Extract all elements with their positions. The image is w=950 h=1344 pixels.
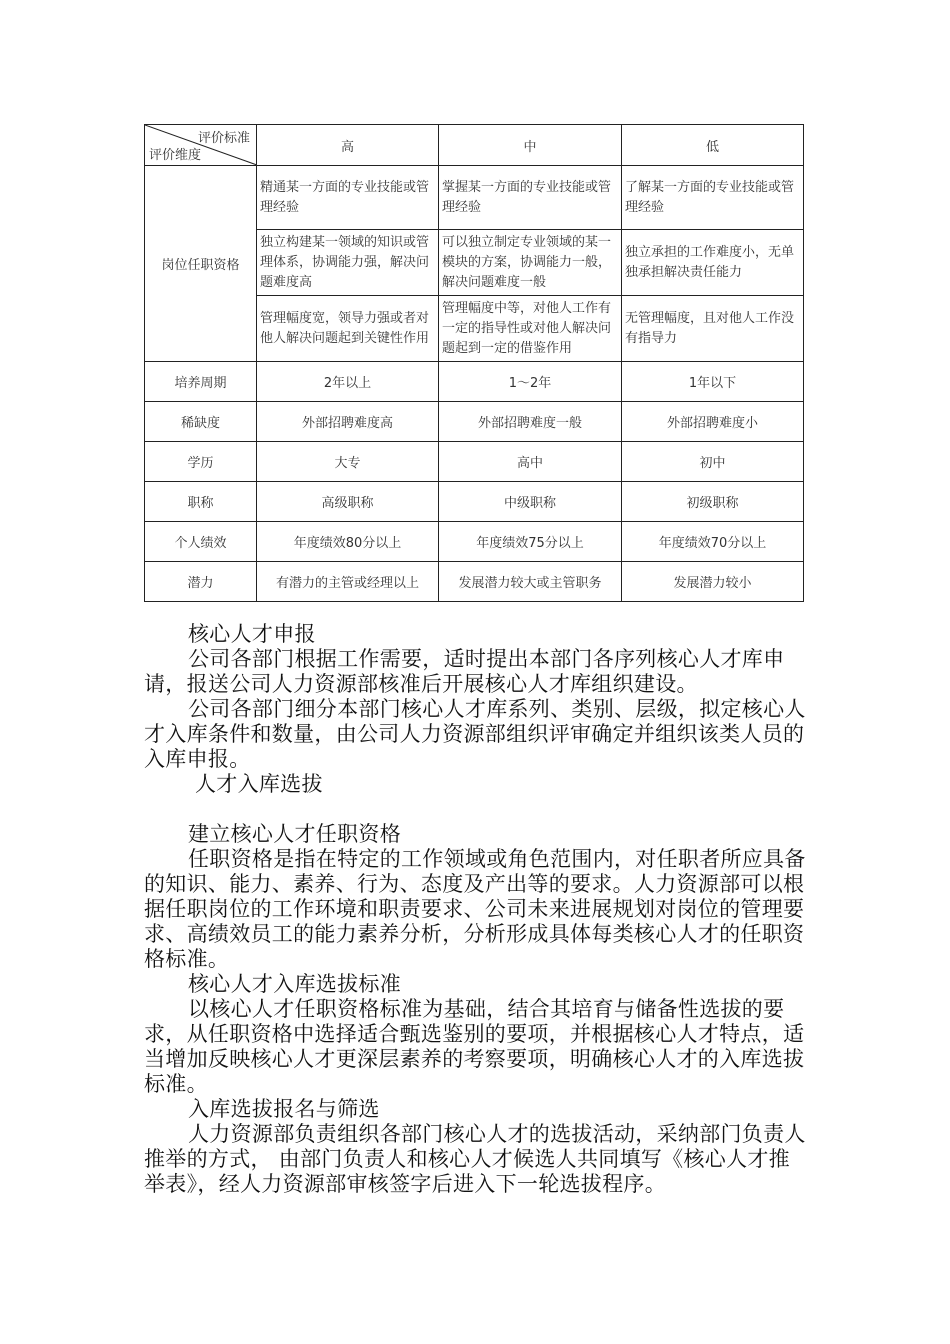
table-cell: 1年以下 — [622, 362, 804, 402]
table-cell: 外部招聘难度小 — [622, 402, 804, 442]
table-cell: 发展潜力较小 — [622, 562, 804, 602]
row-label-qualification: 岗位任职资格 — [145, 166, 257, 362]
table-cell: 有潜力的主管或经理以上 — [257, 562, 439, 602]
table-cell: 了解某一方面的专业技能或管理经验 — [622, 166, 804, 230]
section-heading: 核心人才入库选拔标准 — [188, 972, 401, 996]
row-label: 职称 — [145, 482, 257, 522]
table-cell: 高级职称 — [257, 482, 439, 522]
table-cell: 可以独立制定专业领域的某一模块的方案，协调能力一般，解决问题难度一般 — [439, 230, 622, 296]
table-row — [145, 522, 804, 562]
row-label: 潜力 — [145, 562, 257, 602]
table-cell: 掌握某一方面的专业技能或管理经验 — [439, 166, 622, 230]
table-cell: 无管理幅度，且对他人工作没有指导力 — [622, 296, 804, 362]
table-cell: 初中 — [622, 442, 804, 482]
section-heading: 入库选拔报名与筛选 — [188, 1097, 380, 1121]
level-header-high: 高 — [257, 125, 439, 166]
table-cell: 初级职称 — [622, 482, 804, 522]
table-cell: 外部招聘难度一般 — [439, 402, 622, 442]
evaluation-table — [144, 124, 804, 602]
paragraph: 公司各部门细分本部门核心人才库系列、类别、层级，拟定核心人才入库条件和数量，由公司人力资源部组织评审确定并组织该类人员的入库申报。 — [144, 697, 806, 771]
table-cell: 年度绩效70分以上 — [622, 522, 804, 562]
document-body — [144, 622, 806, 1197]
corner-top-label: 评价标准 — [197, 131, 250, 146]
table-row — [145, 482, 804, 522]
row-label: 学历 — [145, 442, 257, 482]
table-cell: 1～2年 — [439, 362, 622, 402]
table-row — [145, 166, 804, 230]
row-label: 个人绩效 — [145, 522, 257, 562]
section-heading: 人才入库选拔 — [188, 772, 323, 796]
corner-cell — [145, 125, 257, 166]
table-cell: 年度绩效75分以上 — [439, 522, 622, 562]
table-cell: 独立构建某一领域的知识或管理体系，协调能力强，解决问题难度高 — [257, 230, 439, 296]
table-cell: 2年以上 — [257, 362, 439, 402]
paragraph: 以核心人才任职资格标准为基础，结合其培育与储备性选拔的要求，从任职资格中选择适合甄选鉴别的要项，并根据核心人才特点，适当增加反映核心人才更深层素养的考察要项，明确核心人才的入库选拔标准。 — [144, 997, 805, 1096]
corner-bottom-label: 评价维度 — [149, 148, 202, 163]
table-row — [145, 362, 804, 402]
table-cell: 年度绩效80分以上 — [257, 522, 439, 562]
table-cell: 中级职称 — [439, 482, 622, 522]
table-cell: 精通某一方面的专业技能或管理经验 — [257, 166, 439, 230]
table-cell: 独立承担的工作难度小，无单独承担解决责任能力 — [622, 230, 804, 296]
level-header-low: 低 — [622, 125, 804, 166]
table-cell: 发展潜力较大或主管职务 — [439, 562, 622, 602]
section-heading: 核心人才申报 — [188, 622, 316, 646]
row-label: 培养周期 — [145, 362, 257, 402]
paragraph: 人力资源部负责组织各部门核心人才的选拔活动，采纳部门负责人推举的方式， 由部门负责人和核心人才候选人共同填写《核心人才推举表》，经人力资源部审核签字后进入下一轮选拔程序。 — [144, 1122, 806, 1196]
row-label: 稀缺度 — [145, 402, 257, 442]
table-cell: 高中 — [439, 442, 622, 482]
paragraph: 任职资格是指在特定的工作领域或角色范围内，对任职者所应具备的知识、能力、素养、行为、态度及产出等的要求。人力资源部可以根据任职岗位的工作环境和职责要求、公司未来进展规划对岗位的管理要求、高绩效员工的能力素养分析，分析形成具体每类核心人才的任职资格标准。 — [144, 847, 806, 971]
level-header-mid: 中 — [439, 125, 622, 166]
table-cell: 管理幅度宽，领导力强或者对他人解决问题起到关键性作用 — [257, 296, 439, 362]
table-cell: 管理幅度中等，对他人工作有一定的指导性或对他人解决问题起到一定的借鉴作用 — [439, 296, 622, 362]
table-row — [145, 442, 804, 482]
table-cell: 外部招聘难度高 — [257, 402, 439, 442]
section-heading: 建立核心人才任职资格 — [188, 822, 401, 846]
table-header-row — [145, 125, 804, 166]
table-row — [145, 402, 804, 442]
table-row — [145, 562, 804, 602]
paragraph: 公司各部门根据工作需要，适时提出本部门各序列核心人才库申请，报送公司人力资源部核准后开展核心人才库组织建设。 — [144, 647, 785, 696]
table-cell: 大专 — [257, 442, 439, 482]
